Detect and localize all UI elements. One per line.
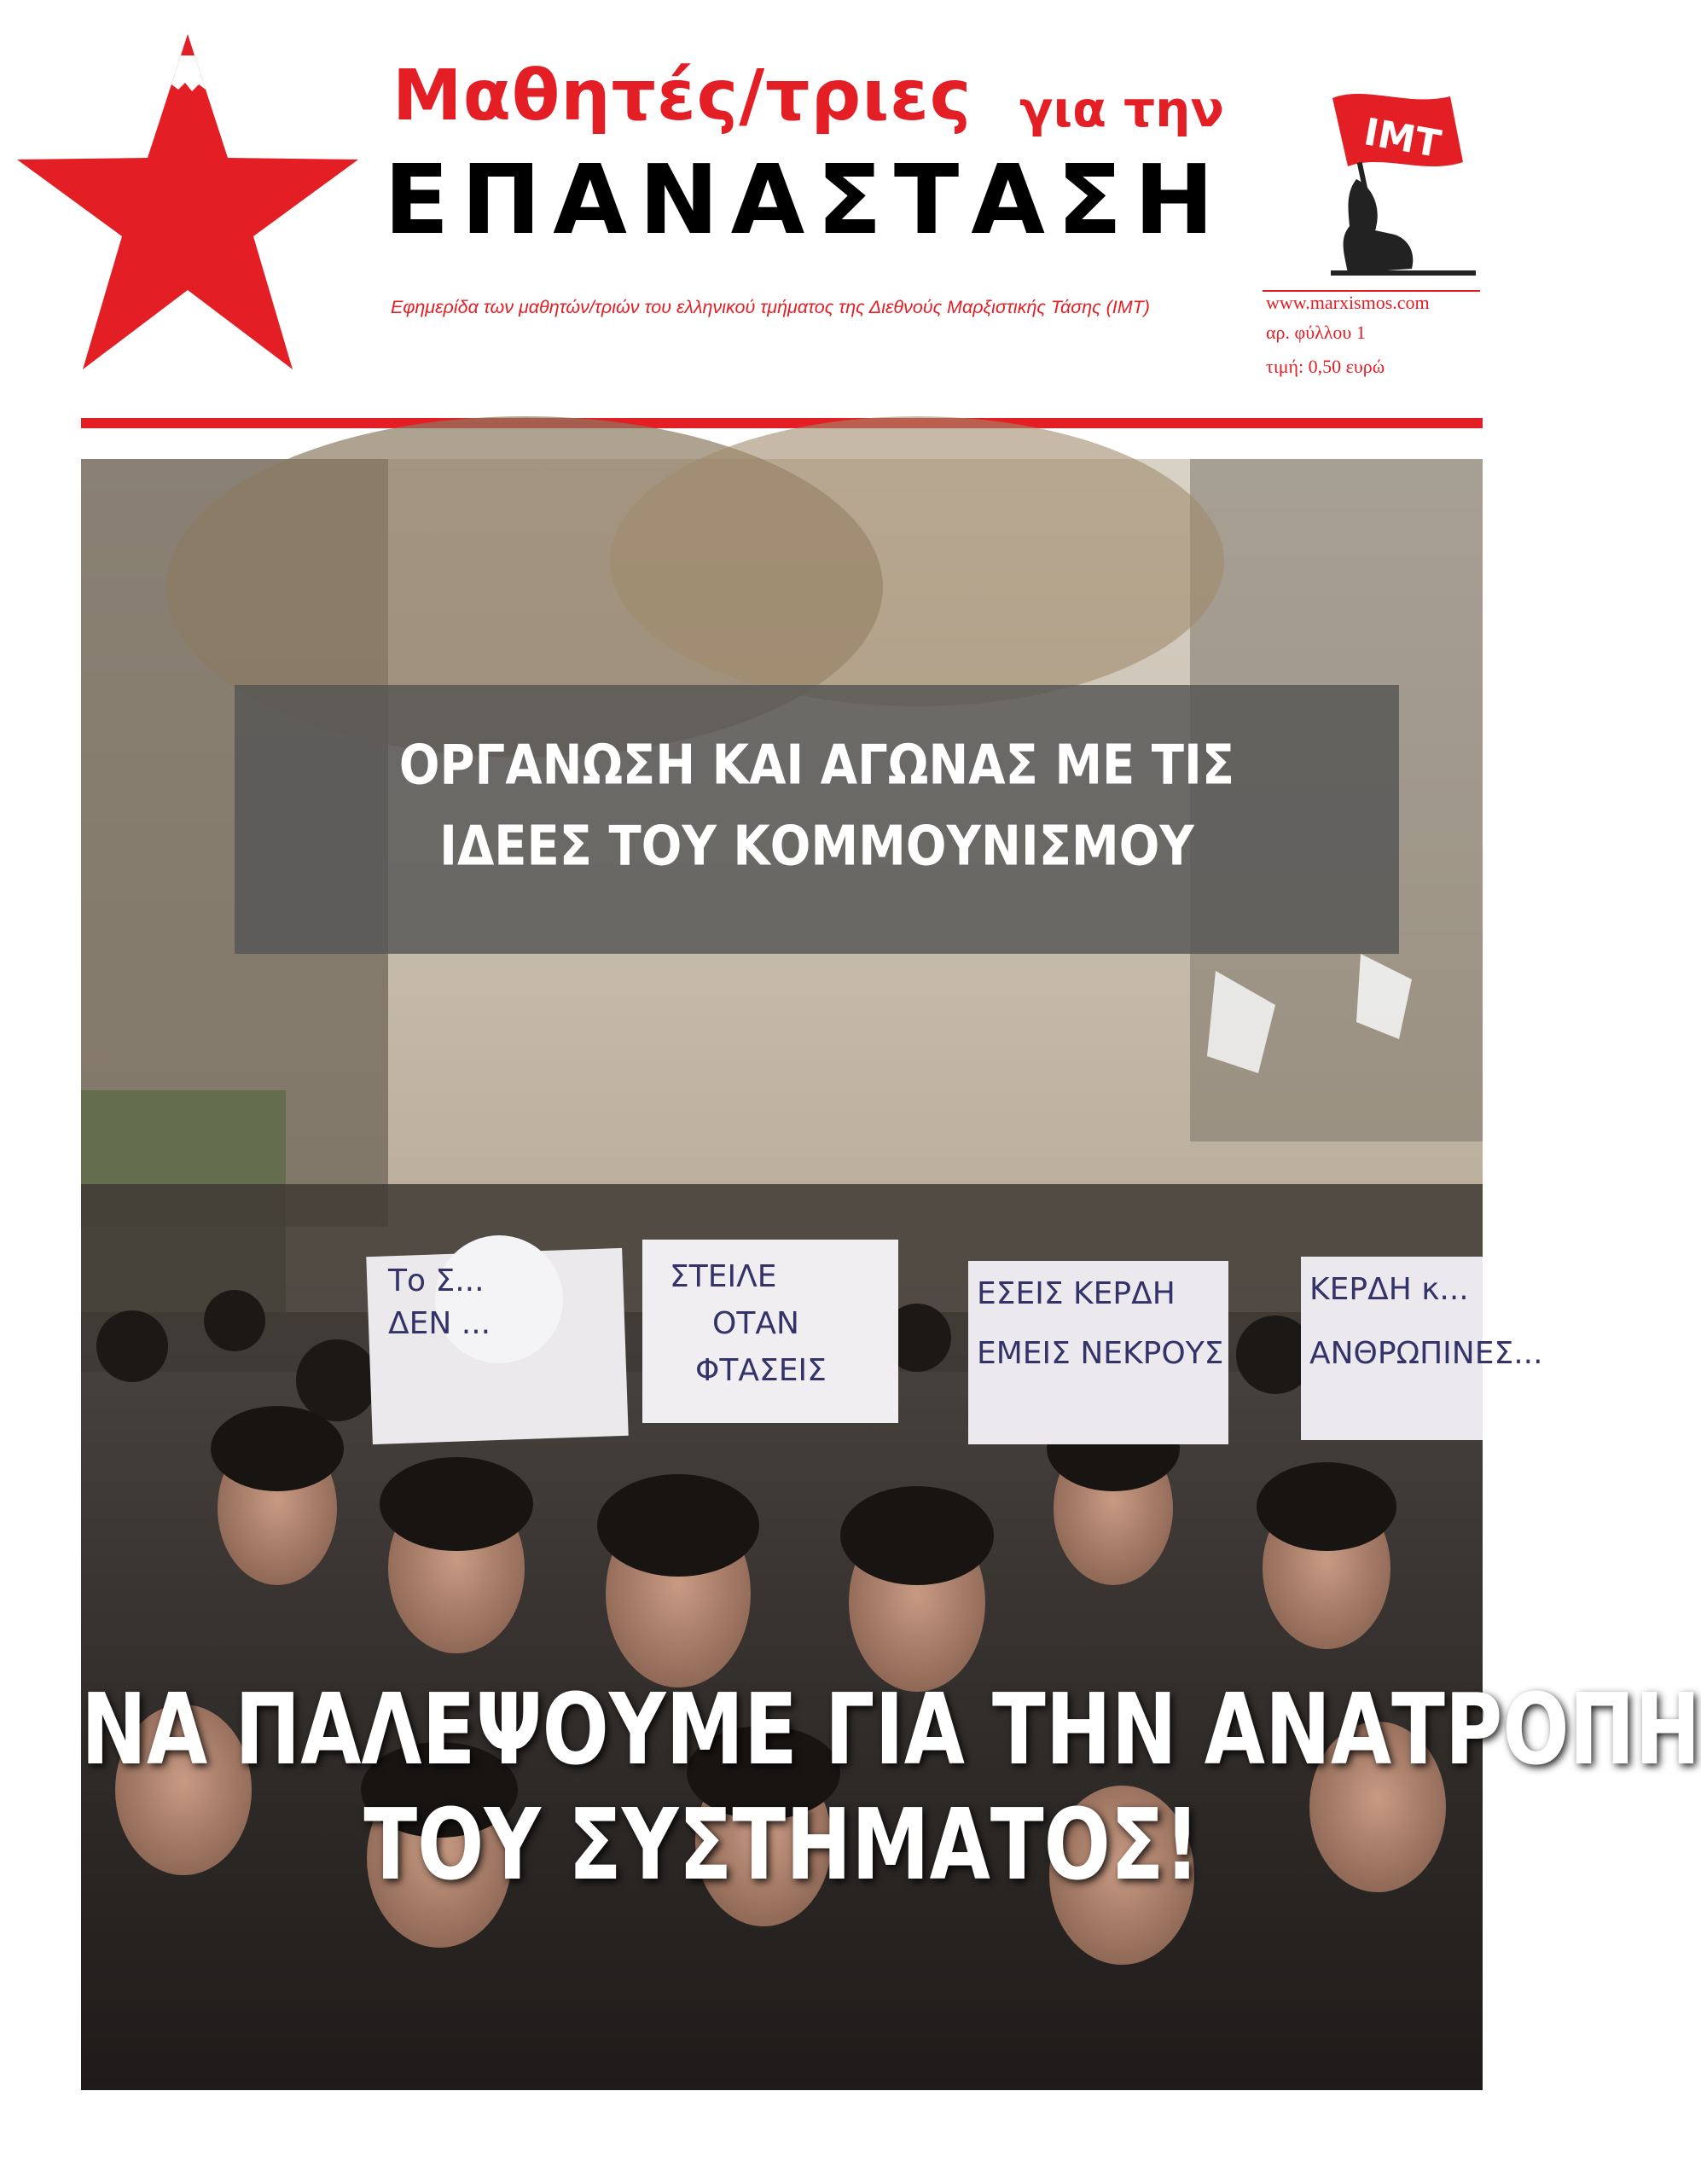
imt-logo-text: IMT: [1361, 110, 1444, 167]
header-divider: [81, 418, 1483, 428]
sign2-line2: ΟΤΑΝ: [712, 1306, 799, 1341]
main-slogan-line2: ΤΟΥ ΣΥΣΤΗΜΑΤΟΣ!: [363, 1787, 1200, 1902]
masthead-title-for: για την: [1019, 80, 1224, 138]
sign1-line1: Το Σ...: [388, 1263, 485, 1298]
imt-logo: [1314, 81, 1484, 286]
masthead-title-line2: ΕΠΑΝΑΣΤΑΣΗ: [384, 145, 1227, 256]
sign2-line1: ΣΤΕΙΛΕ: [670, 1259, 777, 1294]
headline-box: [235, 685, 1399, 954]
red-star-logo: [13, 30, 363, 380]
sign4-line1: ΚΕΡΔΗ κ...: [1309, 1272, 1469, 1307]
masthead-title-line1: Μαθητές/τριες: [392, 55, 972, 136]
cover-photo: [81, 459, 1701, 2090]
website-link[interactable]: www.marxismos.com: [1266, 292, 1430, 313]
sign4-line2: ΑΝΘΡΩΠΙΝΕΣ...: [1309, 1336, 1543, 1371]
headline-line1: ΟΡΓΑΝΩΣΗ ΚΑΙ ΑΓΩΝΑΣ ΜΕ ΤΙΣ: [398, 734, 1235, 798]
headline-line2: ΙΔΕΕΣ ΤΟΥ ΚΟΜΜΟΥΝΙΣΜΟΥ: [439, 815, 1194, 879]
issue-number: αρ. φύλλου 1: [1266, 322, 1366, 343]
issue-price: τιμή: 0,50 ευρώ: [1266, 356, 1385, 377]
masthead-subtitle: Εφημερίδα των μαθητών/τριών του ελληνικού τμήματος της Διεθνούς Μαρξιστικής Τάσης (IMT): [391, 297, 1150, 317]
sign2-line3: ΦΤΑΣΕΙΣ: [695, 1353, 827, 1388]
main-slogan-line1: ΝΑ ΠΑΛΕΨΟΥΜΕ ΓΙΑ ΤΗΝ ΑΝΑΤΡΟΠΗ: [81, 1672, 1701, 1787]
sign1-line2: ΔΕΝ ...: [388, 1306, 491, 1341]
sign3-line2: ΕΜΕΙΣ ΝΕΚΡΟΥΣ: [977, 1336, 1224, 1371]
sign3-line1: ΕΣΕΙΣ ΚΕΡΔΗ: [977, 1276, 1176, 1311]
